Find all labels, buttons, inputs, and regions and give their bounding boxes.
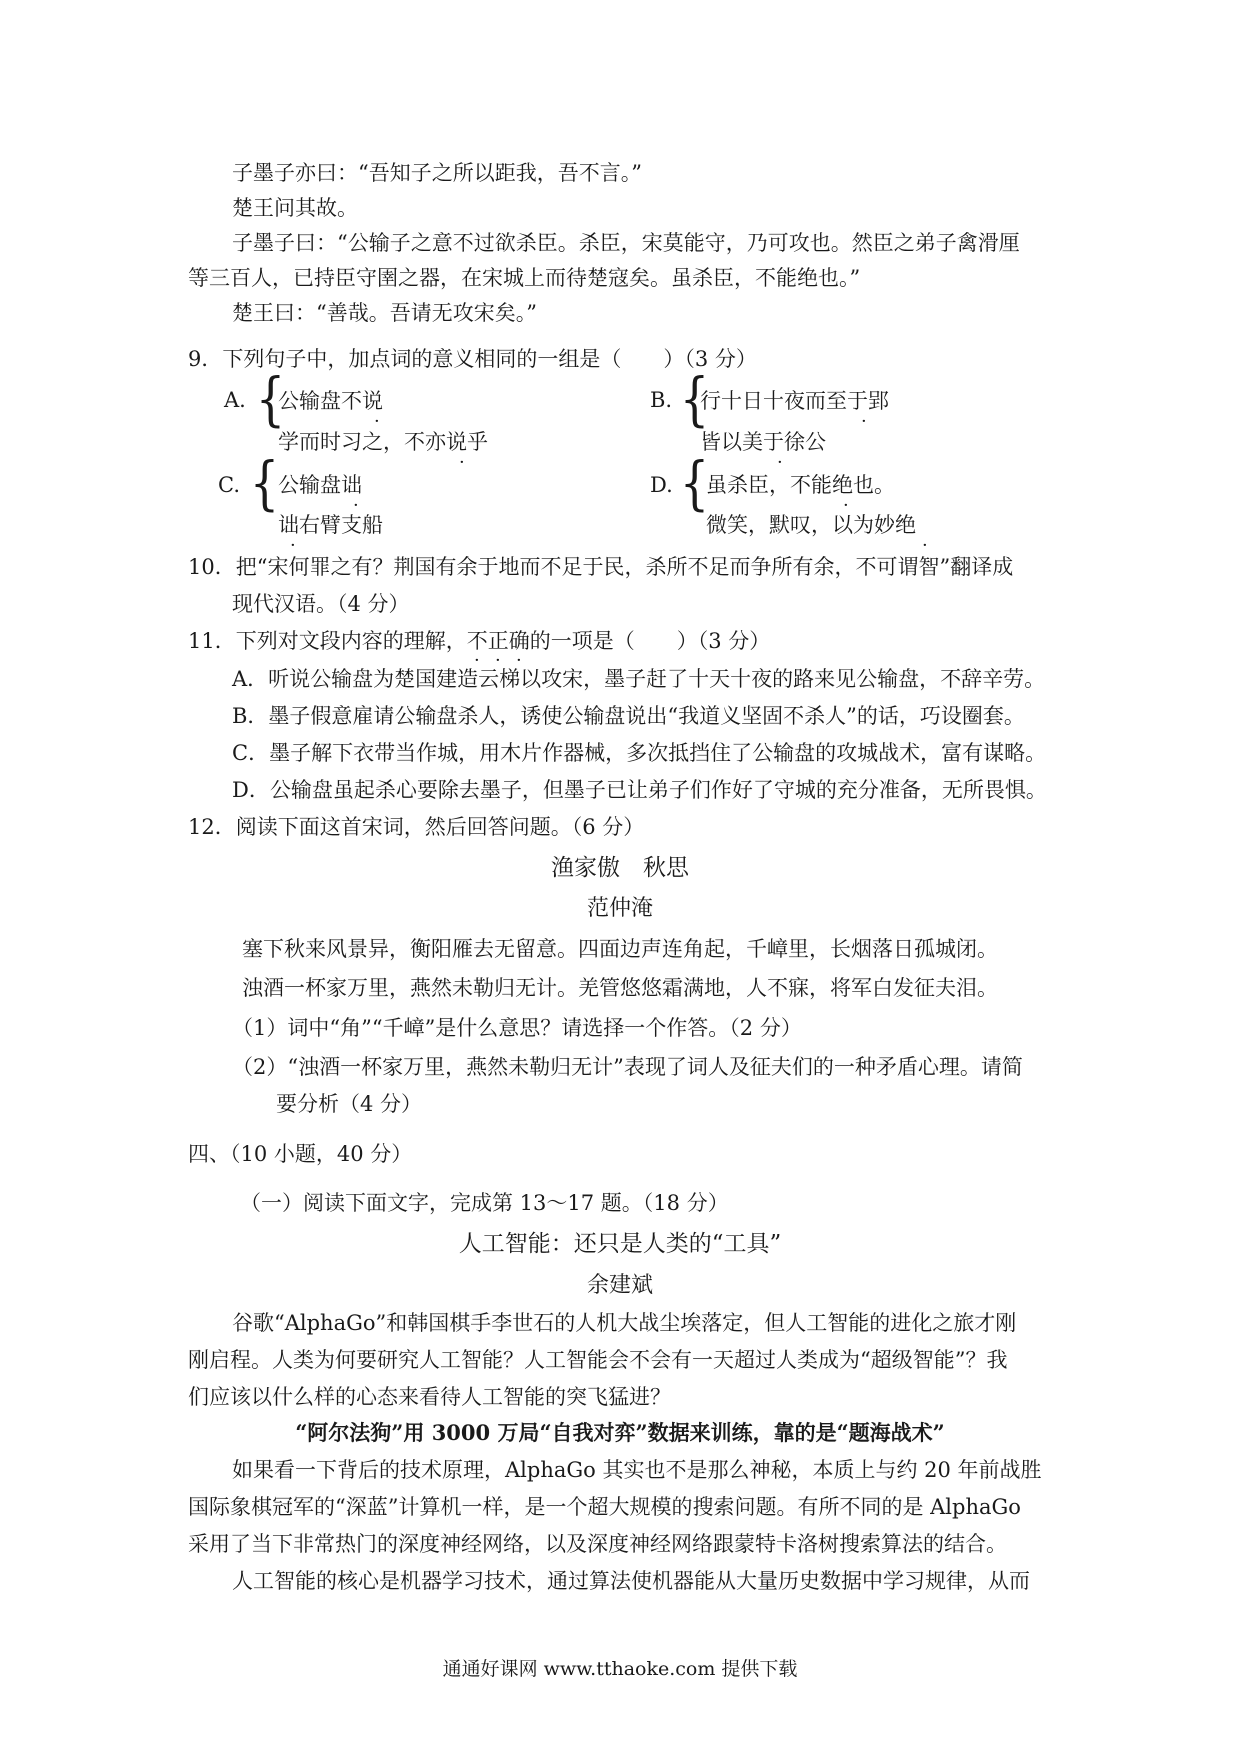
q9-option-b-label: B. — [650, 388, 673, 412]
emphasis-dot-icon: · — [516, 650, 522, 671]
article-paragraph-line: 刚启程。人类为何要研究人工智能？人工智能会不会有一天超过人类成为“超级智能”？我 — [188, 1348, 1008, 1372]
passage-line: 等三百人，已持臣守圉之器，在宋城上而待楚寇矣。虽杀臣，不能绝也。” — [188, 266, 861, 290]
q9-option-a-line2: 学而时习之，不亦说乎 — [278, 430, 488, 454]
question-11-stem: 11．下列对文段内容的理解，不正确的一项是（ ）（3 分） — [188, 629, 771, 653]
question-12-sub2: 要分析（4 分） — [276, 1092, 423, 1116]
article-paragraph-line: 如果看一下背后的技术原理，AlphaGo 其实也不是那么神秘，本质上与约 20 年前战胜 — [232, 1458, 1042, 1482]
emphasis-dot-icon: · — [474, 650, 480, 671]
q9-option-c-label: C. — [218, 473, 240, 497]
brace-icon: { — [679, 449, 710, 517]
passage-line: 子墨子曰：“公输子之意不过欲杀臣。杀臣，宋莫能守，乃可攻也。然臣之弟子禽滑厘 — [232, 231, 1020, 255]
q9-option-d-label: D. — [650, 473, 673, 497]
emphasis-dot-icon: · — [459, 452, 465, 473]
article-paragraph-line: 国际象棋冠军的“深蓝”计算机一样，是一个超大规模的搜索问题。有所不同的是 AlphaGo — [188, 1495, 1021, 1519]
q9-option-d-line2: 微笑，默叹，以为妙绝 — [706, 513, 916, 537]
question-11-option-d: D．公输盘虽起杀心要除去墨子，但墨子已让弟子们作好了守城的充分准备，无所畏惧。 — [232, 778, 1047, 802]
passage-line: 楚王曰：“善哉。吾请无攻宋矣。” — [232, 301, 537, 325]
question-9-stem: 9．下列句子中，加点词的意义相同的一组是（ ）（3 分） — [188, 347, 757, 371]
article-subheading: “阿尔法狗”用 3000 万局“自我对弈”数据来训练，靠的是“题海战术” — [295, 1420, 945, 1445]
article-paragraph-line: 人工智能的核心是机器学习技术，通过算法使机器能从大量历史数据中学习规律，从而 — [232, 1569, 1030, 1593]
question-12-sub2: （2）“浊酒一杯家万里，燕然未勒归无计”表现了词人及征夫们的一种矛盾心理。请简 — [232, 1055, 1023, 1079]
passage-line: 楚王问其故。 — [232, 196, 358, 220]
poem-author: 范仲淹 — [586, 896, 653, 921]
poem-line: 塞下秋来风景异，衡阳雁去无留意。四面边声连角起，千嶂里，长烟落日孤城闭。 — [242, 937, 998, 961]
question-10-line: 10．把“宋何罪之有？荆国有余于地而不足于民，杀所不足而争所有余，不可谓智”翻译成 — [188, 555, 1014, 579]
section-heading: 四、（10 小题，40 分） — [188, 1142, 413, 1166]
question-12-sub1: （1）词中“角”“千嶂”是什么意思？请选择一个作答。（2 分） — [232, 1016, 802, 1040]
poem-line: 浊酒一杯家万里，燕然未勒归无计。羌管悠悠霜满地，人不寐，将军白发征夫泪。 — [242, 976, 998, 1000]
question-11-option-b: B．墨子假意雇请公输盘杀人，诱使公输盘说出“我道义坚固不杀人”的话，巧设圈套。 — [232, 704, 1025, 728]
brace-icon: { — [255, 365, 286, 433]
q9-option-c-line1: 公输盘诎 — [278, 473, 362, 497]
emphasis-dot-icon: · — [777, 452, 783, 473]
emphasis-dot-icon: · — [495, 650, 501, 671]
question-12-stem: 12．阅读下面这首宋词，然后回答问题。（6 分） — [188, 815, 645, 839]
poem-title: 渔家傲 秋思 — [551, 855, 689, 881]
q9-option-a-line1: 公输盘不说 — [278, 389, 383, 413]
article-title: 人工智能：还只是人类的“工具” — [458, 1231, 782, 1257]
article-paragraph-line: 采用了当下非常热门的深度神经网络，以及深度神经网络跟蒙特卡洛树搜索算法的结合。 — [188, 1532, 1007, 1556]
question-11-option-a: A．听说公输盘为楚国建造云梯以攻宋，墨子赶了十天十夜的路来见公输盘，不辞辛劳。 — [232, 667, 1046, 691]
q9-option-b-line2: 皆以美于徐公 — [700, 430, 826, 454]
q9-option-b-line1: 行十日十夜而至于郢 — [700, 389, 889, 413]
emphasis-dot-icon: · — [843, 495, 849, 516]
emphasis-dot-icon: · — [374, 411, 380, 432]
article-author: 余建斌 — [586, 1273, 653, 1298]
brace-icon: { — [679, 365, 710, 433]
section-subheading: （一）阅读下面文字，完成第 13～17 题。（18 分） — [240, 1191, 729, 1215]
emphasis-dot-icon: · — [922, 535, 928, 556]
passage-line: 子墨子亦曰：“吾知子之所以距我，吾不言。” — [232, 161, 642, 185]
question-11-option-c: C．墨子解下衣带当作城，用木片作器械，多次抵挡住了公输盘的攻城战术，富有谋略。 — [232, 741, 1047, 765]
question-10-line: 现代汉语。（4 分） — [232, 592, 410, 616]
page-footer: 通通好课网 www.tthaoke.com 提供下载 — [442, 1658, 798, 1680]
q9-option-c-line2: 诎右臂支船 — [278, 513, 383, 537]
article-paragraph-line: 谷歌“AlphaGo”和韩国棋手李世石的人机大战尘埃落定，但人工智能的进化之旅才刚 — [232, 1311, 1017, 1335]
emphasis-dot-icon: · — [290, 535, 296, 556]
q9-option-d-line1: 虽杀臣，不能绝也。 — [706, 473, 895, 497]
brace-icon: { — [249, 449, 280, 517]
emphasis-dot-icon: · — [861, 411, 867, 432]
article-paragraph-line: 们应该以什么样的心态来看待人工智能的突飞猛进？ — [188, 1385, 671, 1409]
emphasis-dot-icon: · — [353, 495, 359, 516]
q9-option-a-label: A. — [224, 388, 246, 412]
